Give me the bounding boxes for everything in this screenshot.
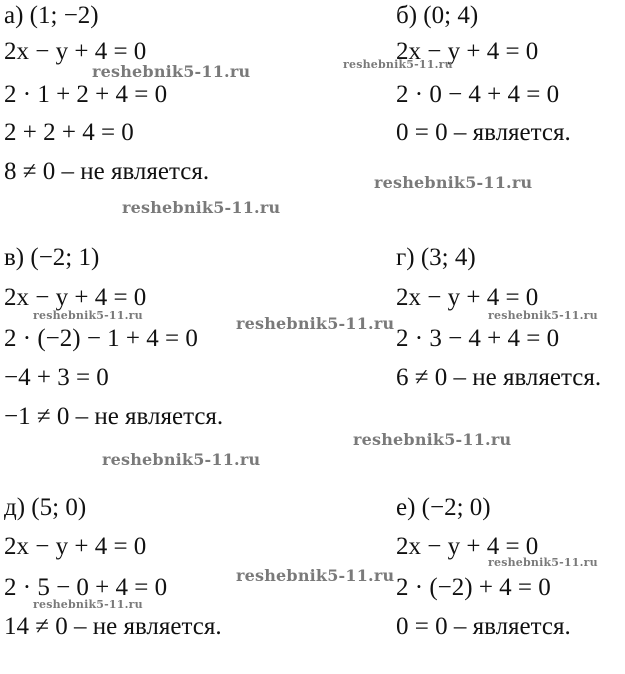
problem-v-line-4: −1 ≠ 0 – не является. (4, 403, 224, 430)
problem-g-label: г) (3; 4) (396, 244, 476, 271)
watermark: reshebnik5-11.ru (102, 450, 261, 469)
problem-e-line-3: 0 = 0 – является. (396, 613, 571, 640)
watermark: reshebnik5-11.ru (374, 173, 533, 192)
problem-e-label: е) (−2; 0) (396, 494, 491, 521)
problem-e-line-1: 2x − y + 4 = 0 (396, 533, 539, 560)
watermark: reshebnik5-11.ru (343, 58, 453, 71)
problem-d-line-2: 2 · 5 − 0 + 4 = 0 (4, 574, 168, 601)
watermark: reshebnik5-11.ru (488, 556, 598, 569)
problem-v-line-1: 2x − y + 4 = 0 (4, 284, 147, 311)
problem-d-line-3: 14 ≠ 0 – не является. (4, 613, 222, 640)
watermark: reshebnik5-11.ru (33, 598, 143, 611)
problem-d-line-1: 2x − y + 4 = 0 (4, 533, 147, 560)
problem-a-line-3: 2 + 2 + 4 = 0 (4, 119, 134, 146)
problem-a-label: а) (1; −2) (4, 2, 99, 29)
problem-g-line-2: 2 · 3 − 4 + 4 = 0 (396, 325, 560, 352)
watermark: reshebnik5-11.ru (33, 309, 143, 322)
watermark: reshebnik5-11.ru (236, 314, 395, 333)
problem-v-line-2: 2 · (−2) − 1 + 4 = 0 (4, 325, 198, 352)
problem-g-line-1: 2x − y + 4 = 0 (396, 284, 539, 311)
problem-b-label: б) (0; 4) (396, 2, 479, 29)
problem-b-line-1: 2x − y + 4 = 0 (396, 38, 539, 65)
problem-e-line-2: 2 · (−2) + 4 = 0 (396, 574, 551, 601)
watermark: reshebnik5-11.ru (92, 62, 251, 81)
problem-v-line-3: −4 + 3 = 0 (4, 364, 109, 391)
watermark: reshebnik5-11.ru (122, 198, 281, 217)
problem-b-line-2: 2 · 0 − 4 + 4 = 0 (396, 81, 560, 108)
problem-b-line-3: 0 = 0 – является. (396, 119, 571, 146)
watermark: reshebnik5-11.ru (353, 430, 512, 449)
watermark: reshebnik5-11.ru (236, 566, 395, 585)
problem-a-line-1: 2x − y + 4 = 0 (4, 38, 147, 65)
watermark: reshebnik5-11.ru (488, 309, 598, 322)
problem-g-line-3: 6 ≠ 0 – не является. (396, 364, 602, 391)
problem-a-line-4: 8 ≠ 0 – не является. (4, 158, 210, 185)
problem-a-line-2: 2 · 1 + 2 + 4 = 0 (4, 81, 168, 108)
problem-d-label: д) (5; 0) (4, 494, 87, 521)
problem-v-label: в) (−2; 1) (4, 244, 100, 271)
